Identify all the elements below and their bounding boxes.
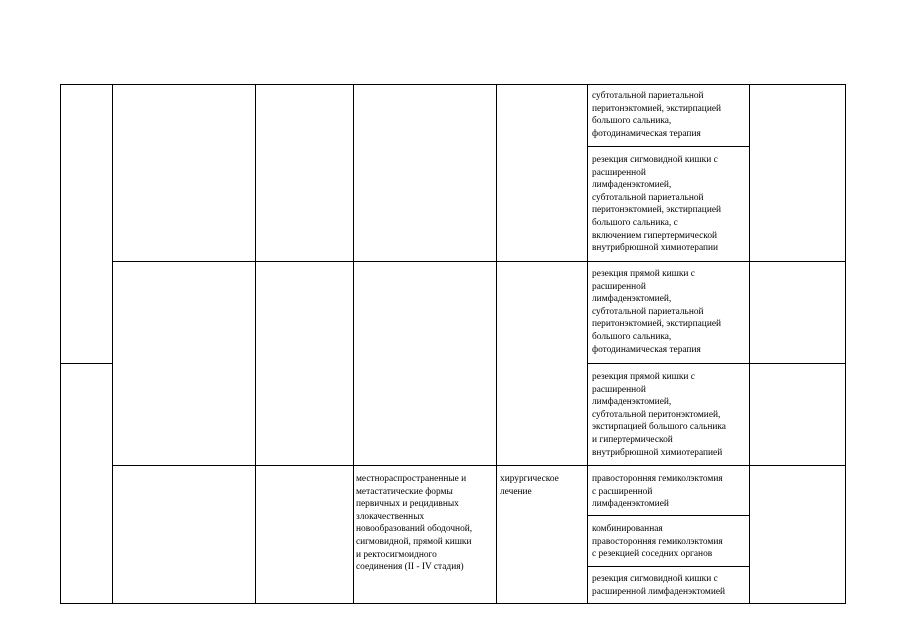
- procedure-cell: резекция сигмовидной кишки с расширенной лимфаденэктомией, субтотальной париетальной перитонэктомией, экстирпацией большого сальника, с включением гипертермической внутрибрюшной химиотерапии: [592, 155, 722, 254]
- table-top-border: [60, 84, 846, 85]
- table-left-border: [60, 84, 61, 604]
- procedure-cell: субтотальной париетальной перитонэктомией, экстирпацией большого сальника, фотодинамическая терапия: [592, 91, 722, 139]
- procedure-cell: правосторонняя гемиколэктомия с расширенной лимфаденэктомией: [592, 474, 723, 510]
- treatment-cell: хирургическое лечение: [500, 474, 559, 497]
- column-divider-1: [112, 84, 113, 604]
- row-divider-1: [112, 261, 846, 262]
- procedure-divider-2: [587, 363, 750, 364]
- last-column-row-divider: [749, 363, 846, 364]
- procedure-cell: комбинированная правосторонняя гемиколэктомия с резекцией соседних органов: [592, 524, 723, 560]
- procedure-divider-3: [587, 515, 750, 516]
- column-divider-4: [496, 84, 497, 604]
- procedure-cell: резекция прямой кишки с расширенной лимфаденэктомией, субтотальной париетальной перитонэктомией, экстирпацией большого сальника, фотодинамическая терапия: [592, 269, 722, 355]
- procedure-cell: резекция сигмовидной кишки с расширенной лимфаденэктомией: [592, 574, 726, 597]
- first-column-row-divider: [60, 363, 113, 364]
- table-bottom-border: [60, 603, 846, 604]
- procedure-divider-1: [587, 146, 750, 147]
- table-right-border: [845, 84, 846, 604]
- row-divider-2: [112, 465, 846, 466]
- column-divider-6: [749, 84, 750, 604]
- disease-cell: местнораспространенные и метастатические формы первичных и рецидивных злокачественных новообразований ободочной, сигмовидной, прямой кишки и ректосигмоидного соединения (II - IV стадия): [356, 474, 473, 573]
- procedure-cell: резекция прямой кишки с расширенной лимфаденэктомией, субтотальной перитонэктомией, экстирпацией большого сальника и гипертермической внутрибрюшной химиотерапией: [592, 372, 726, 458]
- column-divider-2: [255, 84, 256, 604]
- column-divider-5: [587, 84, 588, 604]
- procedure-divider-4: [587, 566, 750, 567]
- column-divider-3: [353, 84, 354, 604]
